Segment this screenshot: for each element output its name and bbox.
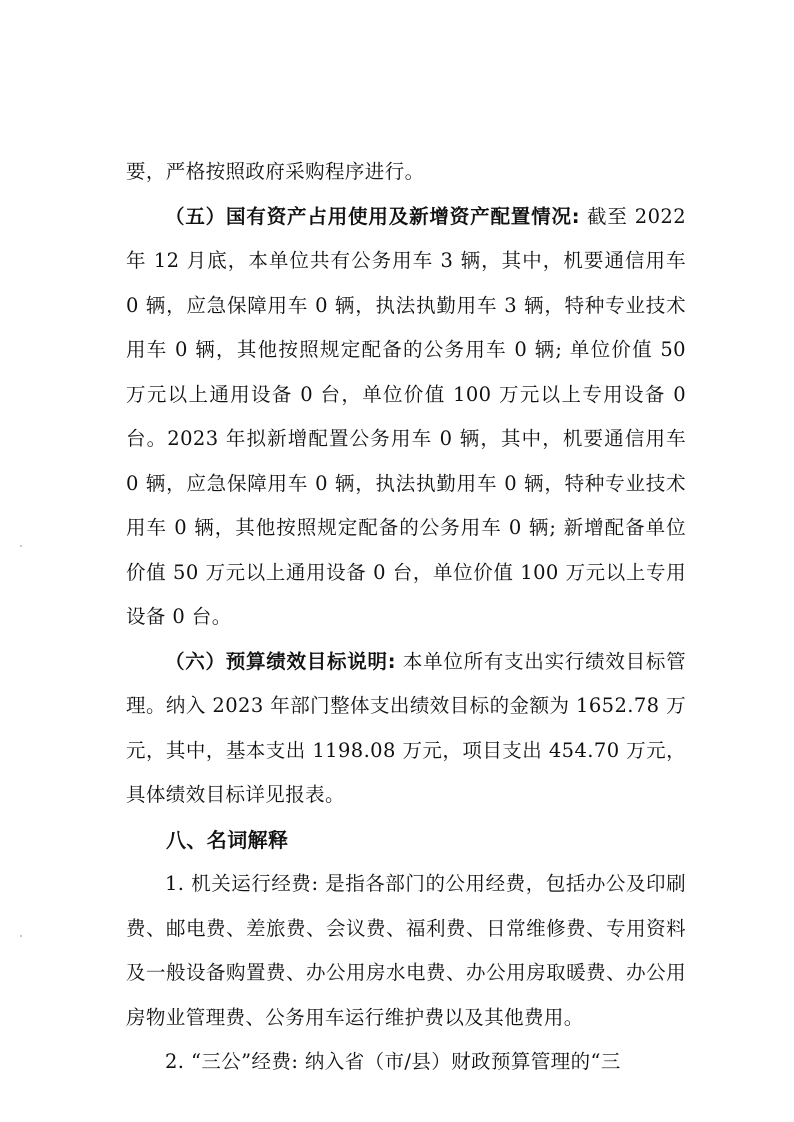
paragraph-continuation: 要，严格按照政府采购程序进行。: [126, 160, 425, 183]
heading-state-assets: （五）国有资产占用使用及新增资产配置情况:: [165, 204, 581, 228]
text-state-assets: 截至 2022 年 12 月底，本单位共有公务用车 3 辆，其中，机要通信用车 0 辆，应急保障用车 0 辆，执法执勤用车 3 辆，特种专业技术用车 0 辆，其他按照规定配备的公务用车 0 辆; 单位价值 50 万元以上通用设备 0 台，单位价值 100 万元以上专用设备 0 台。2023 年拟新增配置公务用车 0 辆，其中，机要通信用车 0 辆，应急保障用车 0 辆，执法执勤用车 0 辆，特种专业技术用车 0 辆，其他按照规定配备的公务用车 0 辆; 新增配备单位价值 50 万元以上通用设备 0 台，单位价值 100 万元以上专用设备 0 台。: [126, 204, 686, 628]
text-performance-goals: 本单位所有支出实行绩效目标管理。纳入 2023 年部门整体支出绩效目标的金额为 1652.78 万元，其中，基本支出 1198.08 万元，项目支出 454.70 万元，具体绩效目标详见报表。: [126, 649, 686, 806]
heading-performance-goals: （六）预算绩效目标说明:: [165, 649, 396, 673]
paragraph-performance-goals: [126, 640, 686, 818]
paragraph-glossary-item-1: 1. 机关运行经费: 是指各部门的公用经费，包括办公及印刷费、邮电费、差旅费、会议费、福利费、日常维修费、专用资料及一般设备购置费、办公用房水电费、办公用房取暖费、办公用房物业管理费、公务用车运行维护费以及其他费用。: [126, 872, 686, 1029]
scan-speck: [20, 935, 22, 937]
paragraph-state-assets: [126, 195, 686, 640]
section-title-glossary: 八、名词解释: [166, 827, 289, 852]
document-body: [126, 150, 686, 1085]
scan-speck: [20, 545, 22, 547]
paragraph-glossary-item-2: 2. “三公”经费: 纳入省（市/县）财政预算管理的“三: [165, 1050, 621, 1073]
